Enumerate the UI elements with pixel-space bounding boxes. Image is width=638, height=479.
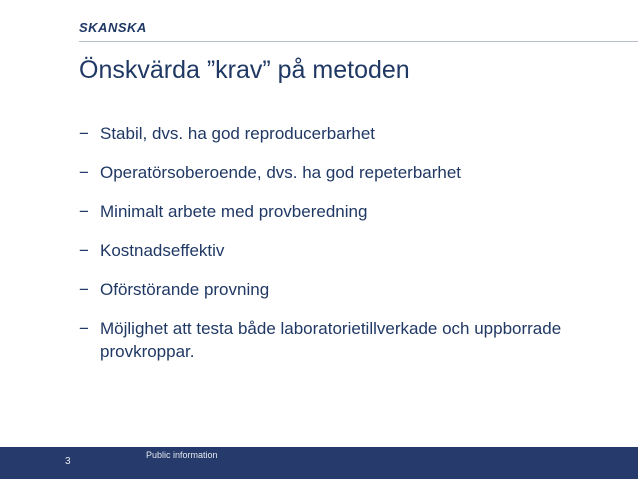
bullet-text: Oförstörande provning <box>100 280 270 299</box>
bullet-text: Kostnadseffektiv <box>100 241 225 260</box>
bullet-item <box>79 200 599 223</box>
bullet-dash: − <box>79 163 89 182</box>
bullet-text: Operatörsoberoende, dvs. ha god repeterbarhet <box>100 163 462 182</box>
bullet-text: Minimalt arbete med provberedning <box>100 202 368 221</box>
slide-title: Önskvärda ”krav” på metoden <box>79 56 410 84</box>
bullet-dash: − <box>79 280 89 299</box>
bullet-dash: − <box>79 319 89 338</box>
bullet-list <box>79 122 599 379</box>
bullet-dash: − <box>79 202 89 221</box>
bullet-dash: − <box>79 124 89 143</box>
bullet-item <box>79 122 599 145</box>
header-divider <box>79 41 638 42</box>
bullet-dash: − <box>79 241 89 260</box>
classification-label: Public information <box>146 450 218 460</box>
footer-bar <box>0 447 638 479</box>
bullet-item <box>79 161 599 184</box>
skanska-logo: SKANSKA <box>79 20 147 35</box>
bullet-text: Möjlighet att testa både laboratorietillverkade och uppborrade provkroppar. <box>100 319 562 361</box>
bullet-text: Stabil, dvs. ha god reproducerbarhet <box>100 124 376 143</box>
bullet-item <box>79 278 599 301</box>
page-number: 3 <box>65 456 71 467</box>
bullet-item <box>79 317 599 363</box>
bullet-item <box>79 239 599 262</box>
